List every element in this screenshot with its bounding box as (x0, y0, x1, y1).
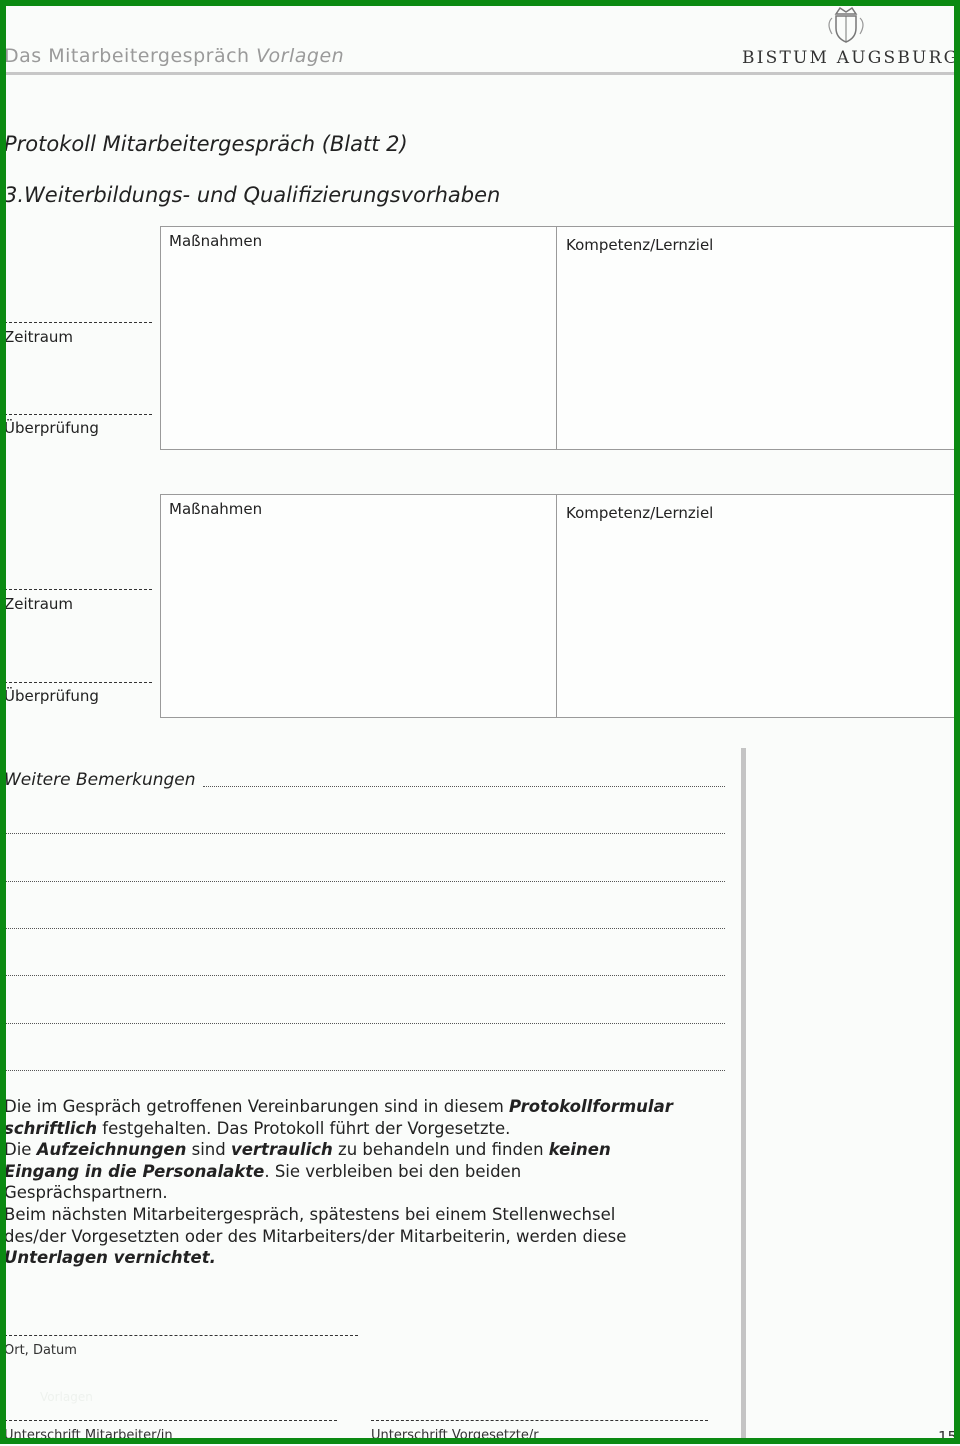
place-date-label: Ort, Datum (4, 1343, 77, 1358)
supervisor-signature-label: Unterschrift Vorgesetzte/r (371, 1428, 539, 1443)
agreement-paragraph (4, 1096, 684, 1204)
review-label: Überprüfung (4, 687, 99, 705)
para-text: sind (186, 1140, 231, 1159)
para-emphasis: vertraulich (230, 1140, 333, 1159)
brand-name: BISTUM AUGSBURG (742, 48, 960, 68)
place-date-line[interactable] (4, 1335, 358, 1336)
para-text: . Sie verbleiben bei den beiden Gesprächspartnern. (4, 1161, 522, 1202)
employee-signature-label: Unterschrift Mitarbeiter/in (4, 1428, 173, 1443)
watermark-text: Vorlagen (40, 1390, 93, 1404)
remarks-line[interactable] (4, 1023, 725, 1024)
diocese-crest-icon (822, 4, 870, 44)
remarks-line[interactable] (4, 928, 725, 929)
page-number: 15 (938, 1428, 958, 1446)
employee-signature-line[interactable] (4, 1420, 337, 1421)
competence-label: Kompetenz/Lernziel (566, 236, 714, 254)
remarks-line[interactable] (4, 975, 725, 976)
header-series-italic: Vorlagen (256, 45, 345, 67)
header-rule (4, 72, 954, 75)
review-label: Überprüfung (4, 419, 99, 437)
section-heading: 3.Weiterbildungs- und Qualifizierungsvorhaben (4, 183, 501, 207)
review-line-2[interactable] (4, 682, 152, 683)
destruction-paragraph (4, 1204, 654, 1269)
remarks-line[interactable] (4, 881, 725, 882)
measures-label: Maßnahmen (169, 500, 263, 518)
para-emphasis: Unterlagen vernichtet. (4, 1248, 216, 1267)
margin-rule (741, 748, 746, 1444)
para-emphasis: keinen Eingang in die Personalakte (4, 1140, 611, 1181)
header-series-title (4, 45, 344, 67)
remarks-line[interactable] (4, 833, 725, 834)
measures-label: Maßnahmen (169, 232, 263, 250)
competence-label: Kompetenz/Lernziel (566, 504, 714, 522)
para-emphasis: Protokollformular schriftlich (4, 1097, 673, 1138)
measures-field-2[interactable] (160, 494, 558, 718)
para-text: Die im Gespräch getroffenen Vereinbarungen sind in diesem (4, 1097, 510, 1116)
remarks-line[interactable] (4, 1070, 725, 1071)
timeframe-label: Zeitraum (4, 328, 74, 346)
para-emphasis: Aufzeichnungen (36, 1140, 187, 1159)
competence-field-1[interactable] (556, 226, 956, 450)
competence-field-2[interactable] (556, 494, 956, 718)
header-series-text: Das Mitarbeitergespräch (4, 45, 250, 67)
timeframe-label: Zeitraum (4, 595, 74, 613)
review-line-1[interactable] (4, 414, 152, 415)
timeframe-line-2[interactable] (4, 589, 152, 590)
para-text: Beim nächsten Mitarbeitergespräch, spätestens bei einem Stellenwechsel des/der Vorgesetzten oder des Mitarbeiters/der Mitarbeiterin, werden diese (4, 1205, 627, 1246)
measures-field-1[interactable] (160, 226, 558, 450)
remarks-line[interactable] (203, 786, 725, 787)
supervisor-signature-line[interactable] (371, 1420, 708, 1421)
remarks-label: Weitere Bemerkungen (4, 770, 196, 790)
timeframe-line-1[interactable] (4, 322, 152, 323)
page-title: Protokoll Mitarbeitergespräch (Blatt 2) (4, 132, 408, 156)
para-text: Die (4, 1140, 37, 1159)
para-text: festgehalten. Das Protokoll führt der Vorgesetzte. (97, 1118, 511, 1138)
para-text: zu behandeln und finden (332, 1140, 549, 1159)
